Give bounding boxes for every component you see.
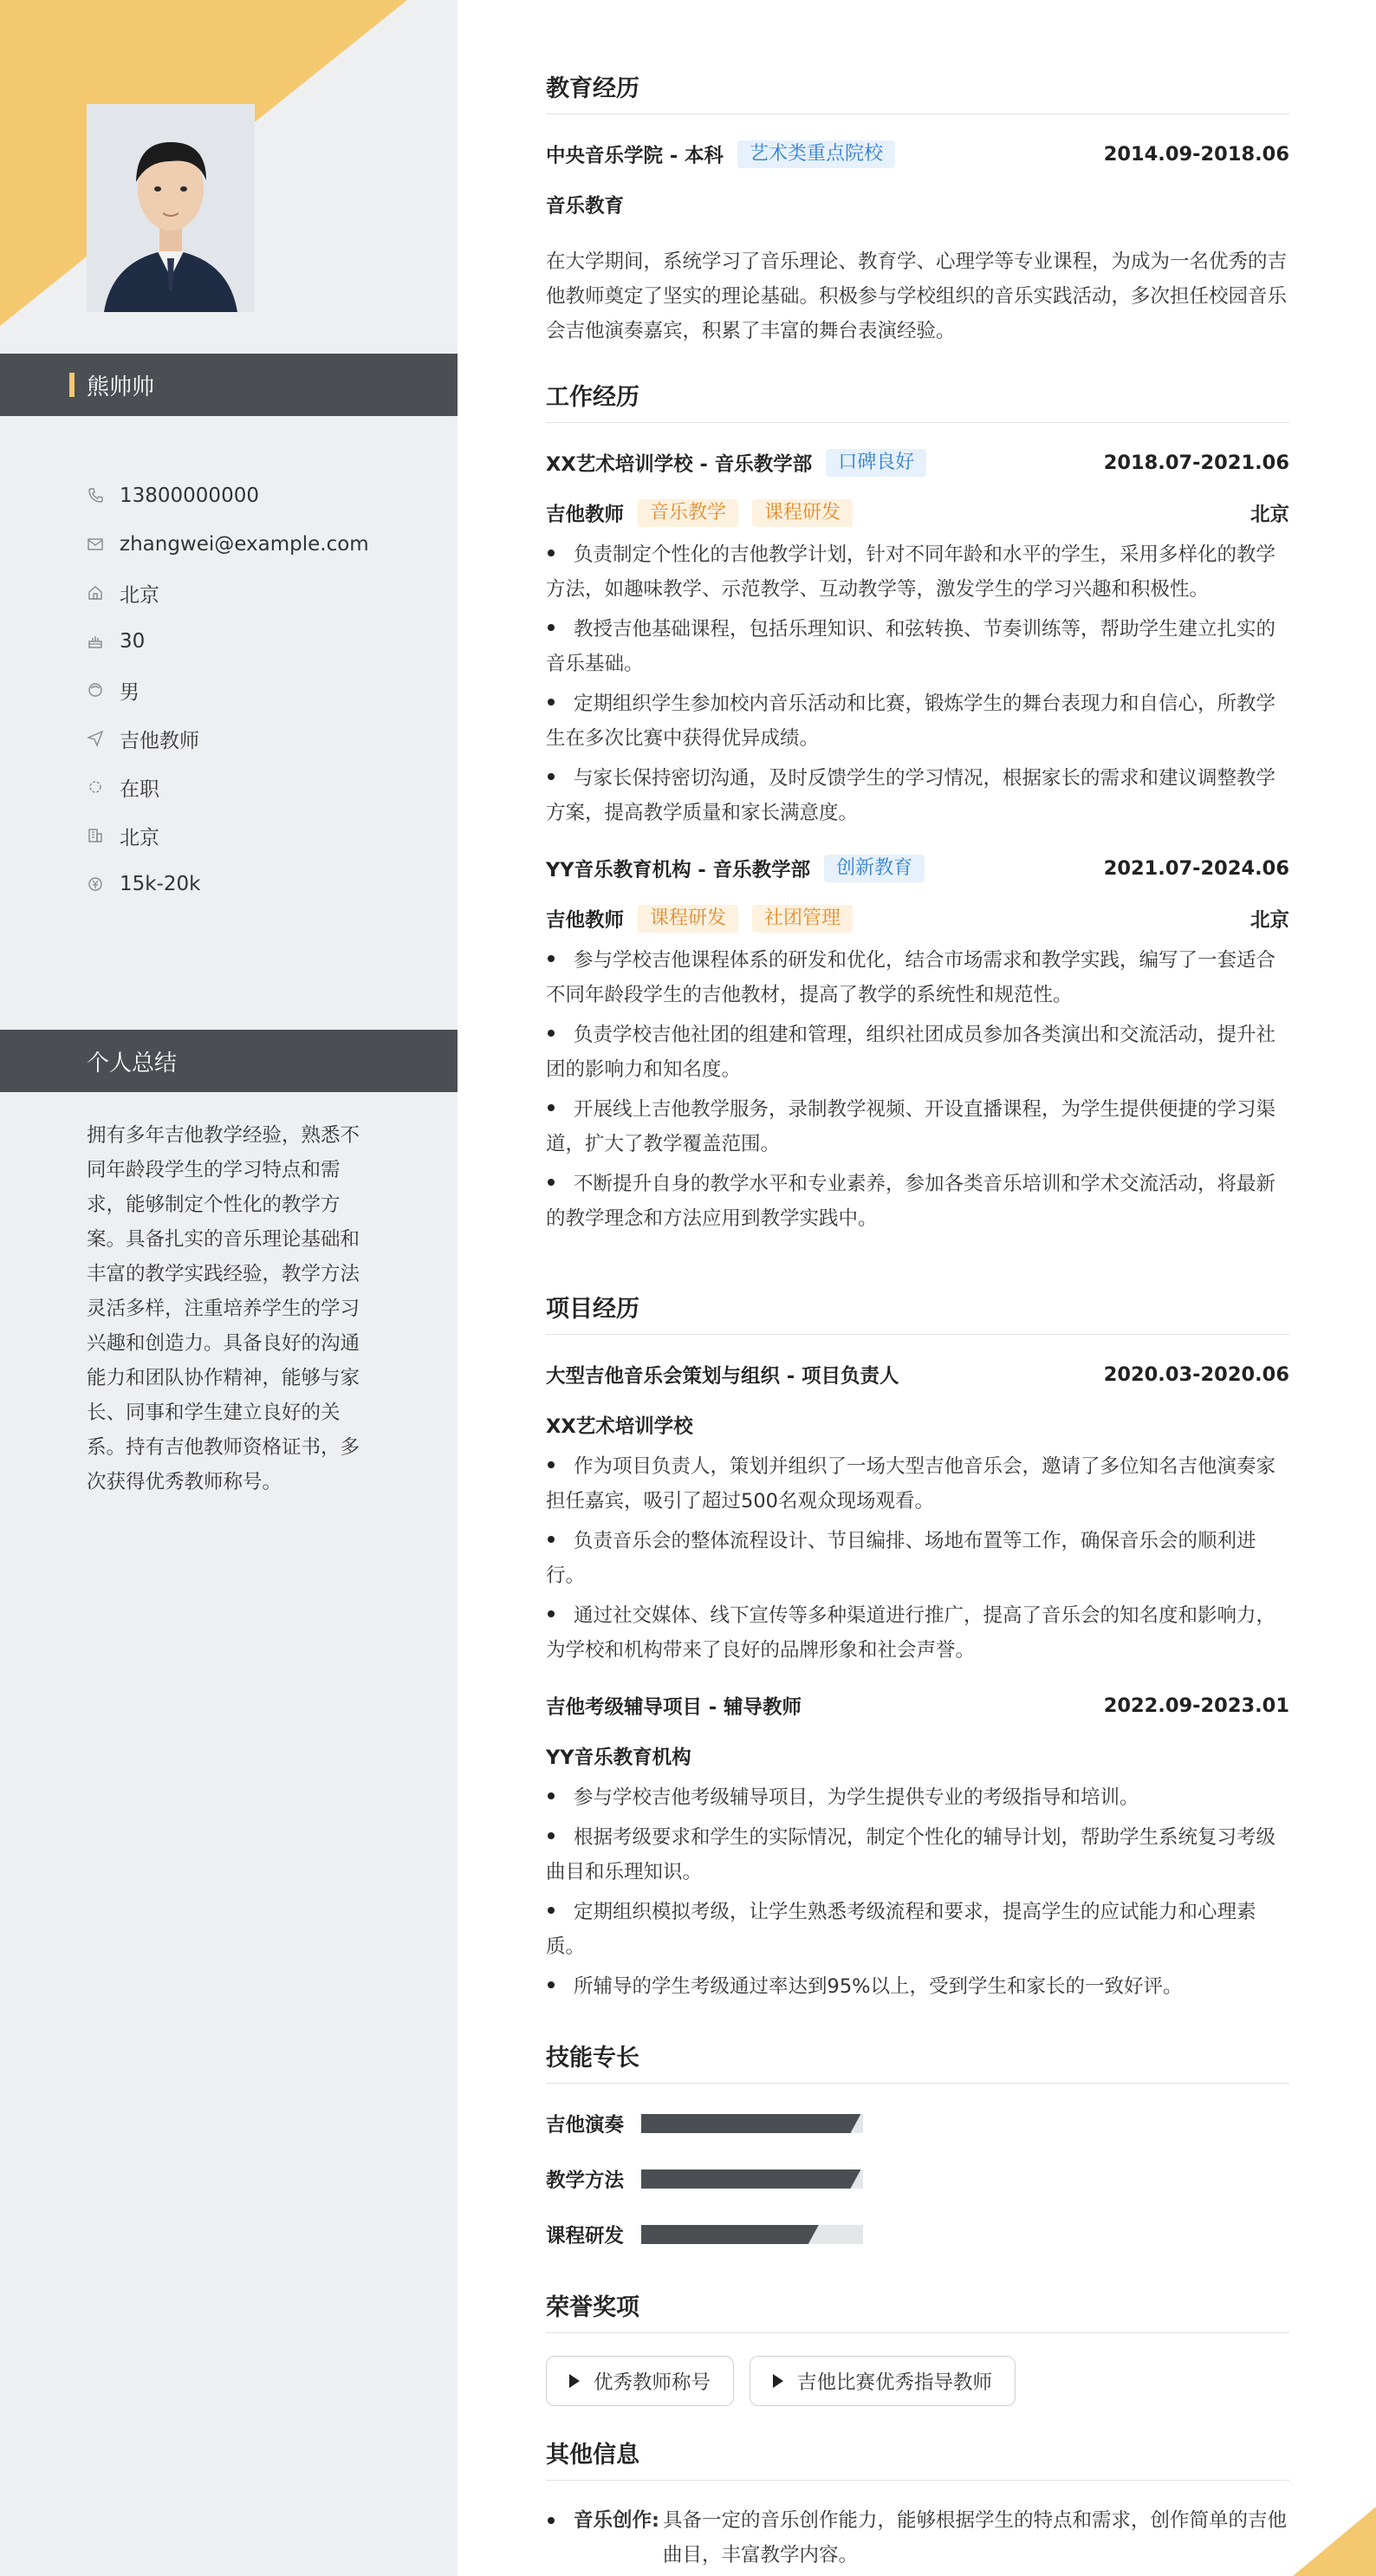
project-name: 吉他考级辅导项目 - 辅导教师 [546, 1696, 802, 1719]
list-item: 负责制定个性化的吉他教学计划，针对不同年龄和水平的学生，采用多样化的教学方法，如趣味教学、示范教学、互动教学等，激发学生的学习兴趣和积极性。 [546, 543, 1276, 601]
skill-bar-fill [641, 2114, 860, 2133]
candidate-name: 熊帅帅 [87, 374, 155, 400]
skills-list [546, 2106, 1289, 2273]
home-icon [87, 584, 104, 602]
send-icon [87, 730, 104, 747]
skill-bar-fill [641, 2169, 860, 2189]
main-content [546, 69, 1289, 2573]
info-gender [87, 666, 369, 714]
name-accent-mark [69, 373, 75, 397]
list-item: 所辅导的学生考级通过率达到95%以上，受到学生和家长的一致好评。 [546, 1969, 1289, 2004]
skill-name: 吉他演奏 [546, 2114, 625, 2137]
projects-section [546, 1290, 1289, 2004]
skills-section [546, 2039, 1289, 2273]
project-entry [546, 1688, 1289, 2004]
job-role: 吉他教师 [546, 504, 625, 526]
job-bullets [546, 943, 1289, 1236]
skill-bar-fill [641, 2225, 819, 2244]
decor-corner-triangle-bottom [1293, 2507, 1376, 2576]
job-city: 北京 [1249, 504, 1289, 526]
mail-icon [87, 536, 104, 553]
project-name: 大型吉他音乐会策划与组织 - 项目负责人 [546, 1365, 899, 1388]
list-item: 与家长保持密切沟通，及时反馈学生的学习情况，根据家长的需求和建议调整教学方案，提高教学质量和家长满意度。 [546, 767, 1276, 824]
job-role-tag: 课程研发 [752, 499, 853, 527]
info-work-city [87, 811, 369, 860]
avatar-portrait [87, 104, 255, 312]
list-item: 不断提升自身的教学水平和专业素养，参加各类音乐培训和学术交流活动，将最新的教学理念和方法应用到教学实践中。 [546, 1173, 1276, 1230]
list-item: 参与学校吉他考级辅导项目，为学生提供专业的考级指导和培训。 [546, 1780, 1289, 1815]
other-title: 其他信息 [546, 2436, 1289, 2481]
skill-bar-track [641, 2225, 863, 2244]
summary-title: 个人总结 [87, 1050, 178, 1077]
job-role-tag: 音乐教学 [638, 499, 738, 527]
job-entry [546, 851, 1289, 1236]
cake-icon [87, 633, 104, 650]
phone-icon [87, 487, 104, 504]
school-tag: 艺术类重点院校 [737, 140, 895, 168]
skill-item [546, 2106, 928, 2141]
email-text: zhangwei@example.com [120, 533, 369, 556]
info-position [87, 714, 369, 763]
salary-text: 15k-20k [120, 873, 201, 895]
info-location [87, 569, 369, 617]
play-triangle-icon [773, 2374, 783, 2388]
status-text: 在职 [120, 777, 159, 801]
education-header-row [546, 137, 1289, 172]
skill-item [546, 2162, 928, 2196]
other-key: 音乐创作: [574, 2509, 659, 2532]
job-date: 2018.07-2021.06 [1103, 452, 1289, 474]
list-item: 通过社交媒体、线下宣传等多种渠道进行推广，提高了音乐会的知名度和影响力，为学校和机构带来了良好的品牌形象和社会声誉。 [546, 1604, 1276, 1662]
skills-title: 技能专长 [546, 2039, 1289, 2084]
skill-name: 教学方法 [546, 2169, 625, 2192]
job-company-tag: 创新教育 [824, 855, 925, 882]
job-company-tag: 口碑良好 [826, 449, 926, 477]
info-salary [87, 860, 369, 908]
info-age [87, 617, 369, 666]
education-major: 音乐教育 [546, 195, 625, 218]
list-item: 参与学校吉他课程体系的研发和优化，结合市场需求和教学实践，编写了一套适合不同年龄段学生的吉他教材，提高了教学的系统性和规范性。 [546, 949, 1276, 1006]
skill-name: 课程研发 [546, 2225, 625, 2247]
job-city: 北京 [1249, 909, 1289, 932]
job-role-tag: 课程研发 [638, 905, 738, 933]
summary-header [0, 1030, 458, 1092]
list-item: 负责学校吉他社团的组建和管理，组织社团成员参加各类演出和交流活动，提升社团的影响力和知名度。 [546, 1024, 1276, 1081]
skill-item [546, 2217, 928, 2252]
honors-title: 荣誉奖项 [546, 2288, 1289, 2333]
job-company: YY音乐教育机构 - 音乐教学部 [546, 859, 811, 881]
list-item: 定期组织模拟考级，让学生熟悉考级流程和要求，提高学生的应试能力和心理素质。 [546, 1901, 1256, 1958]
list-item: 定期组织学生参加校内音乐活动和比赛，锻炼学生的舞台表现力和自信心，所教学生在多次比赛中获得优异成绩。 [546, 693, 1276, 750]
skill-bar-track [641, 2114, 863, 2133]
sidebar [0, 0, 458, 2576]
education-date: 2014.09-2018.06 [1103, 143, 1289, 166]
summary-text: 拥有多年吉他教学经验，熟悉不同年龄段学生的学习特点和需求，能够制定个性化的教学方案。具备扎实的音乐理论基础和丰富的教学实践经验，教学方法灵活多样，注重培养学生的学习兴趣和创造力。具备良好的沟通能力和团队协作精神，能够与家长、同事和学生建立良好的关系。持有吉他教师资格证书，多次获得优秀教师称号。 [87, 1124, 360, 1493]
phone-text: 13800000000 [120, 485, 259, 507]
work-section [546, 378, 1289, 1236]
honor-badge [546, 2356, 734, 2406]
project-entry [546, 1357, 1289, 1668]
avatar [87, 104, 255, 312]
project-date: 2022.09-2023.01 [1103, 1695, 1289, 1717]
job-role: 吉他教师 [546, 909, 625, 932]
status-icon [87, 778, 104, 796]
other-value: 具备一定的音乐创作能力，能够根据学生的特点和需求，创作简单的吉他曲目，丰富教学内容。 [663, 2509, 1288, 2566]
honors-list [546, 2356, 1289, 2406]
honor-text: 吉他比赛优秀指导教师 [797, 2371, 993, 2394]
gender-text: 男 [120, 680, 140, 704]
honor-badge [750, 2356, 1016, 2406]
project-date: 2020.03-2020.06 [1103, 1363, 1289, 1386]
skill-bar-track [641, 2169, 863, 2189]
info-email [87, 520, 369, 569]
other-section [546, 2436, 1289, 2573]
gender-icon [87, 681, 104, 699]
education-section [546, 69, 1289, 348]
education-description: 在大学期间，系统学习了音乐理论、教育学、心理学等专业课程，为成为一名优秀的吉他教师奠定了坚实的理论基础。积极参与学校组织的音乐实践活动，多次担任校园音乐会吉他演奏嘉宾，积累了丰富的舞台表演经验。 [546, 250, 1288, 342]
project-org: XX艺术培训学校 [546, 1415, 693, 1438]
location-text: 北京 [120, 583, 159, 607]
info-status [87, 763, 369, 811]
list-item [546, 2503, 1289, 2573]
list-item: 负责音乐会的整体流程设计、节目编排、场地布置等工作，确保音乐会的顺利进行。 [546, 1530, 1256, 1587]
list-item: 开展线上吉他教学服务，录制教学视频、开设直播课程，为学生提供便捷的学习渠道，扩大了教学覆盖范围。 [546, 1098, 1276, 1155]
play-triangle-icon [569, 2374, 580, 2388]
list-item: 教授吉他基础课程，包括乐理知识、和弦转换、节奏训练等，帮助学生建立扎实的音乐基础。 [546, 618, 1276, 675]
project-org: YY音乐教育机构 [546, 1747, 691, 1769]
job-bullets [546, 537, 1289, 830]
project-bullets [546, 1780, 1289, 2004]
list-item: 作为项目负责人，策划并组织了一场大型吉他音乐会，邀请了多位知名吉他演奏家担任嘉宾，吸引了超过500名观众现场观看。 [546, 1455, 1276, 1512]
age-text: 30 [120, 630, 146, 653]
honors-section [546, 2288, 1289, 2406]
education-title: 教育经历 [546, 69, 1289, 114]
work-city-text: 北京 [120, 826, 159, 849]
contact-info-list [87, 472, 369, 908]
list-item: 根据考级要求和学生的实际情况，制定个性化的辅导计划，帮助学生系统复习考级曲目和乐理知识。 [546, 1826, 1276, 1883]
salary-icon [87, 875, 104, 893]
work-title: 工作经历 [546, 378, 1289, 423]
job-date: 2021.07-2024.06 [1103, 857, 1289, 880]
info-phone [87, 472, 369, 520]
projects-title: 项目经历 [546, 1290, 1289, 1335]
name-bar [0, 354, 458, 416]
building-icon [87, 827, 104, 844]
other-list [546, 2503, 1289, 2573]
position-text: 吉他教师 [120, 729, 199, 752]
honor-text: 优秀教师称号 [594, 2371, 711, 2394]
school-name: 中央音乐学院 - 本科 [546, 145, 724, 167]
job-company: XX艺术培训学校 - 音乐教学部 [546, 453, 813, 476]
job-role-tag: 社团管理 [752, 905, 853, 933]
job-entry [546, 446, 1289, 830]
project-bullets [546, 1449, 1289, 1668]
